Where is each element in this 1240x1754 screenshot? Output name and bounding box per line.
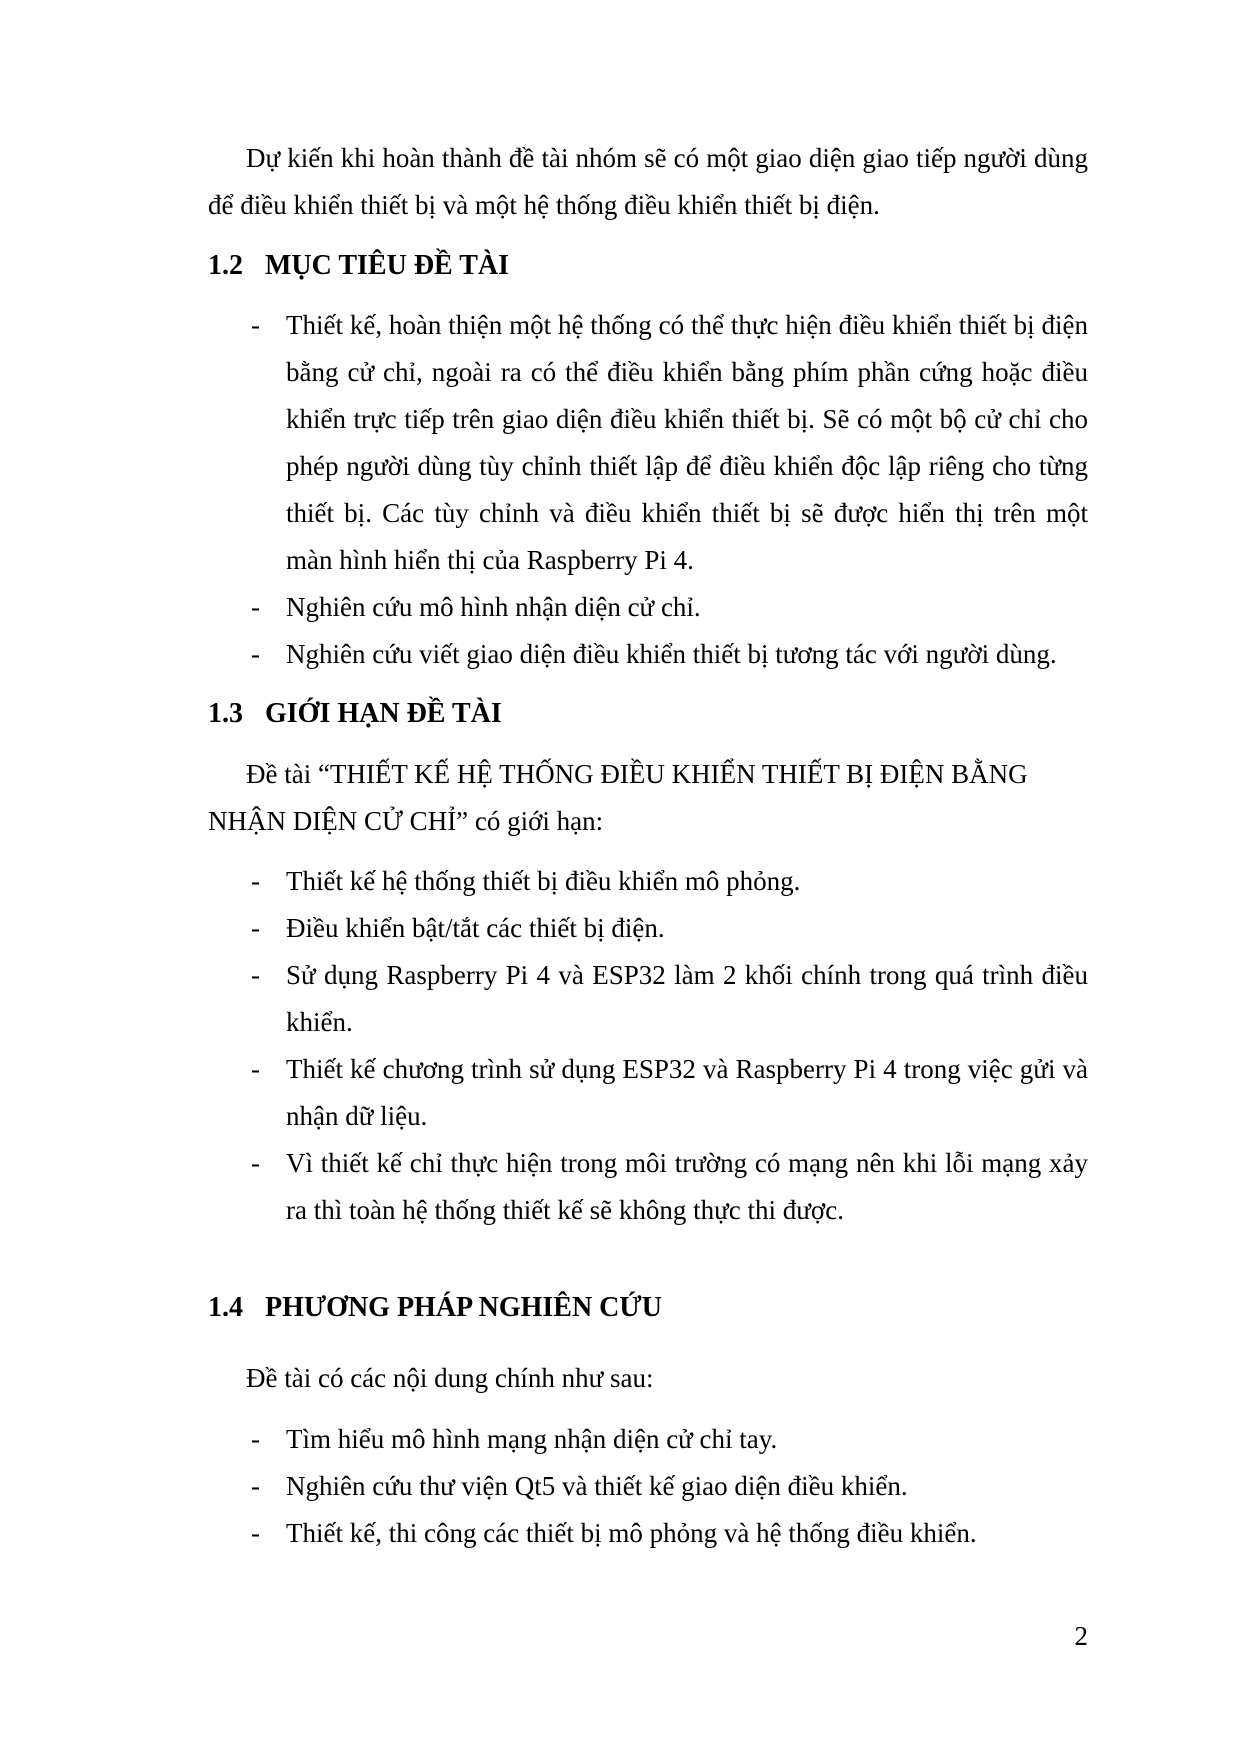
list-item-text: Nghiên cứu thư viện Qt5 và thiết kế giao diện điều khiển. [286,1471,908,1501]
section-number: 1.2 [208,250,243,281]
list-item [208,1510,1088,1557]
list-item-text: Sử dụng Raspberry Pi 4 và ESP32 làm 2 khối chính trong quá trình điều khiển. [286,960,1088,1037]
list-item-text: Nghiên cứu viết giao diện điều khiển thiết bị tương tác với người dùng. [286,639,1057,669]
bullet-dash: - [251,639,260,669]
list-item-text: Thiết kế, hoàn thiện một hệ thống có thể thực hiện điều khiển thiết bị điện bằng cử chỉ, ngoài ra có thể điều khiển bằng phím phần cứng hoặc điều khiển trực tiếp trên giao diện điều khiển thiết bị. Sẽ có một bộ cử chỉ cho phép người dùng tùy chỉnh thiết lập để điều khiển độc lập riêng cho từng thiết bị. Các tùy chỉnh và điều khiển thiết bị sẽ được hiển thị trên một màn hình hiển thị của Raspberry Pi 4. [286,310,1088,575]
list-item [208,584,1088,631]
list-item-text: Điều khiển bật/tắt các thiết bị điện. [286,913,665,943]
bullet-dash: - [251,310,260,340]
list-item-text: Nghiên cứu mô hình nhận diện cử chỉ. [286,592,701,622]
bullet-list [208,1416,1088,1557]
bullet-dash: - [251,592,260,622]
list-item [208,905,1088,952]
list-item [208,631,1088,678]
page-number: 2 [1074,1621,1088,1651]
bullet-dash: - [251,1054,260,1084]
bullet-dash: - [251,1148,260,1178]
section-title: GIỚI HẠN ĐỀ TÀI [265,698,502,729]
section-number: 1.4 [208,1292,243,1323]
bullet-dash: - [251,913,260,943]
list-item [208,302,1088,584]
section-muc-tieu-de-tai [208,242,1088,678]
list-item-text: Thiết kế hệ thống thiết bị điều khiển mô phỏng. [286,866,801,896]
intro-paragraph: Dự kiến khi hoàn thành đề tài nhóm sẽ có một giao diện giao tiếp người dùng để điều khiển thiết bị và một hệ thống điều khiển thiết bị điện. [208,143,1088,220]
bullet-dash: - [251,1424,260,1454]
page-content [208,135,1088,1557]
section-intro-paragraph: Đề tài có các nội dung chính như sau: [246,1363,654,1393]
list-item-text: Vì thiết kế chỉ thực hiện trong môi trường có mạng nên khi lỗi mạng xảy ra thì toàn hệ thống thiết kế sẽ không thực thi được. [286,1148,1088,1225]
bullet-dash: - [251,960,260,990]
list-item [208,1416,1088,1463]
bullet-dash: - [251,1518,260,1548]
section-intro-paragraph: Đề tài “THIẾT KẾ HỆ THỐNG ĐIỀU KHIỂN THIẾT BỊ ĐIỆN BẰNG NHẬN DIỆN CỬ CHỈ” có giới hạn: [208,759,1028,836]
list-item-text: Thiết kế, thi công các thiết bị mô phỏng và hệ thống điều khiển. [286,1518,977,1548]
list-item [208,858,1088,905]
section-number: 1.3 [208,698,243,729]
section-heading [208,1284,1088,1331]
list-item-text: Tìm hiểu mô hình mạng nhận diện cử chỉ tay. [286,1424,778,1454]
section-heading [208,242,1088,289]
bullet-dash: - [251,1471,260,1501]
section-heading [208,690,1088,737]
list-item [208,1140,1088,1234]
list-item [208,1463,1088,1510]
bullet-list [208,302,1088,678]
section-title: PHƯƠNG PHÁP NGHIÊN CỨU [265,1292,662,1323]
list-item-text: Thiết kế chương trình sử dụng ESP32 và Raspberry Pi 4 trong việc gửi và nhận dữ liệu. [286,1054,1088,1131]
section-title: MỤC TIÊU ĐỀ TÀI [265,250,510,281]
section-phuong-phap-nghien-cuu [208,1284,1088,1557]
list-item [208,952,1088,1046]
bullet-dash: - [251,866,260,896]
section-gioi-han-de-tai [208,690,1088,1234]
list-item [208,1046,1088,1140]
bullet-list [208,858,1088,1234]
